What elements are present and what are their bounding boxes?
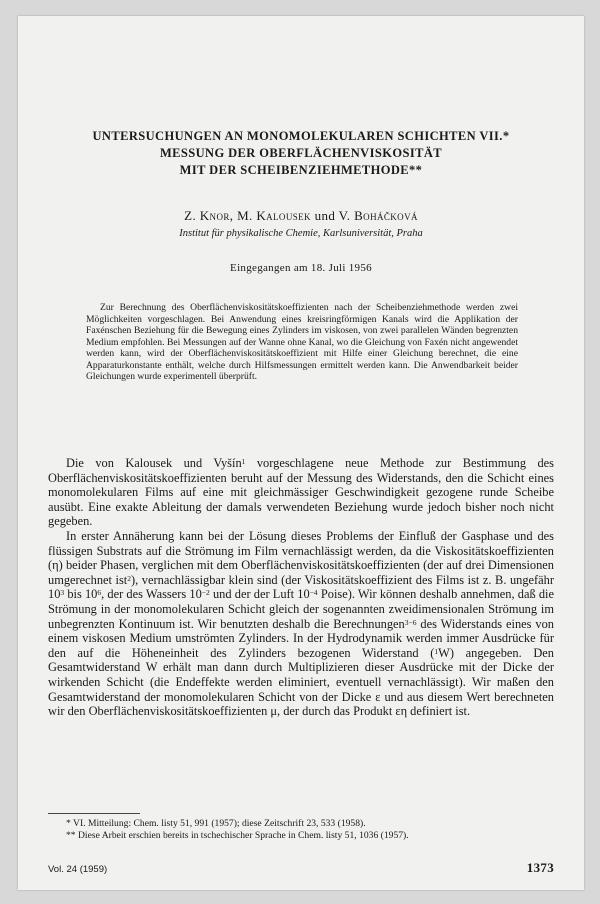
footnote-1: * VI. Mitteilung: Chem. listy 51, 991 (1957); diese Zeitschrift 23, 533 (1958). bbox=[66, 818, 366, 829]
paragraph-2: In erster Annäherung kann bei der Lösung dieses Problems der Einfluß der Gasphase und des flüssigen Substrats auf die Strömung im Film vernachlässigt werden, da die Viskositätskoeffizienten (η) beider Phasen, verglichen mit dem Oberflächenviskositätskoeffizienten (der auf drei Dimensionen umgerechnet ist$^2$), vernachlässigbar klein sind (der Viskositätskoeffizient des Films ist z. B. ungefähr $10^3$ bis $10^6$, der des Wassers $10^{-2}$ und der der Luft $10^{-4}$ Poise). Wir können deshalb annehmen, daß die Strömung in der monomolekularen Schicht gleich der sogenannten zweidimensionalen Strömung im unbegrenzten Kontinuum ist. Wir benutzten deshalb die Berechnungen$^{3-6}$ des Widerstands eines von einem viskosen Medium umströmten Zylinders. In der Hydrodynamik werden immer Ausdrücke für den auf die Höheneinheit des Zylinders bezogenen Widerstand ($^1$W) angegeben. Den Gesamtwiderstand W erhält man dann durch Multiplizieren dieser Ausdrücke mit der Dicke der wirkenden Schicht (die Endeffekte werden eliminiert, eventuell vernachlässigt). Wir maßen den Gesamtwiderstand der monomolekularen Schicht von der Dicke ε und aus diesem Wert berechneten wir den Oberflächenviskositätskoeffizienten μ, der durch das Produkt εη definiert ist. bbox=[48, 528, 555, 719]
article-title bbox=[18, 128, 584, 179]
author-1-initial: Z. bbox=[184, 208, 200, 223]
author-2-name: Kalousek bbox=[256, 208, 311, 223]
paragraph-1: Die von Kalousek und Vyšín$^1$ vorgeschlagene neue Methode zur Bestimmung des Oberflächenviskositätskoeffizienten beruht auf der Messung des Widerstands, den die Schicht eines monomolekularen Films auf eine mit gleichmässiger Geschwindigkeit gezogene runde Scheibe ausübt. Eine exakte Ableitung der damals verwendeten Beziehung wurde jedoch bisher noch nicht gegeben. bbox=[48, 456, 554, 529]
authors bbox=[18, 208, 584, 224]
journal-volume: Vol. 24 (1959) bbox=[48, 864, 108, 875]
author-1-name: Knor bbox=[199, 208, 230, 223]
footnotes bbox=[66, 818, 556, 842]
institute: Institut für physikalische Chemie, Karlsuniversität, Praha bbox=[179, 228, 423, 239]
body-text bbox=[48, 456, 554, 719]
page-number: 1373 bbox=[526, 860, 554, 875]
received-date: Eingegangen am 18. Juli 1956 bbox=[230, 262, 372, 274]
footnote-rule bbox=[48, 813, 140, 814]
author-2-initial: , M. bbox=[229, 208, 257, 223]
author-3-name: Boháčková bbox=[354, 208, 418, 223]
title-line-1: UNTERSUCHUNGEN AN MONOMOLEKULAREN SCHICHTEN VII.* bbox=[92, 129, 510, 143]
paper-page bbox=[18, 16, 584, 890]
author-3-initial: und V. bbox=[310, 208, 355, 223]
footnote-2: ** Diese Arbeit erschien bereits in tschechischer Sprache in Chem. listy 51, 1036 (1957). bbox=[66, 830, 409, 841]
title-line-2: MESSUNG DER OBERFLÄCHENVISKOSITÄT bbox=[159, 146, 442, 160]
abstract: Zur Berechnung des Oberflächenviskositätskoeffizienten nach der Scheibenziehmethode werden zwei Möglichkeiten vorgeschlagen. Bei Anwendung eines kreisringförmigen Kanals wird die Applikation der Faxénschen Beziehung für die Bewegung eines Zylinders im viskosen, von zwei parallelen Wänden begrenzten Medium empfohlen. Bei Messungen auf der Wanne ohne Kanal, wo die Gleichung von Faxén nicht angewendet werden kann, wird der Oberflächenviskositätskoeffizient mit Hilfe einer Gleichung berechnet, die eine Apparaturkonstante enthält, welche durch Hilfsmessungen ermittelt werden kann. Die Anwendbarkeit beider Gleichungen wurde experimentell überprüft. bbox=[86, 302, 518, 382]
title-line-3: MIT DER SCHEIBENZIEHMETHODE** bbox=[179, 163, 423, 177]
